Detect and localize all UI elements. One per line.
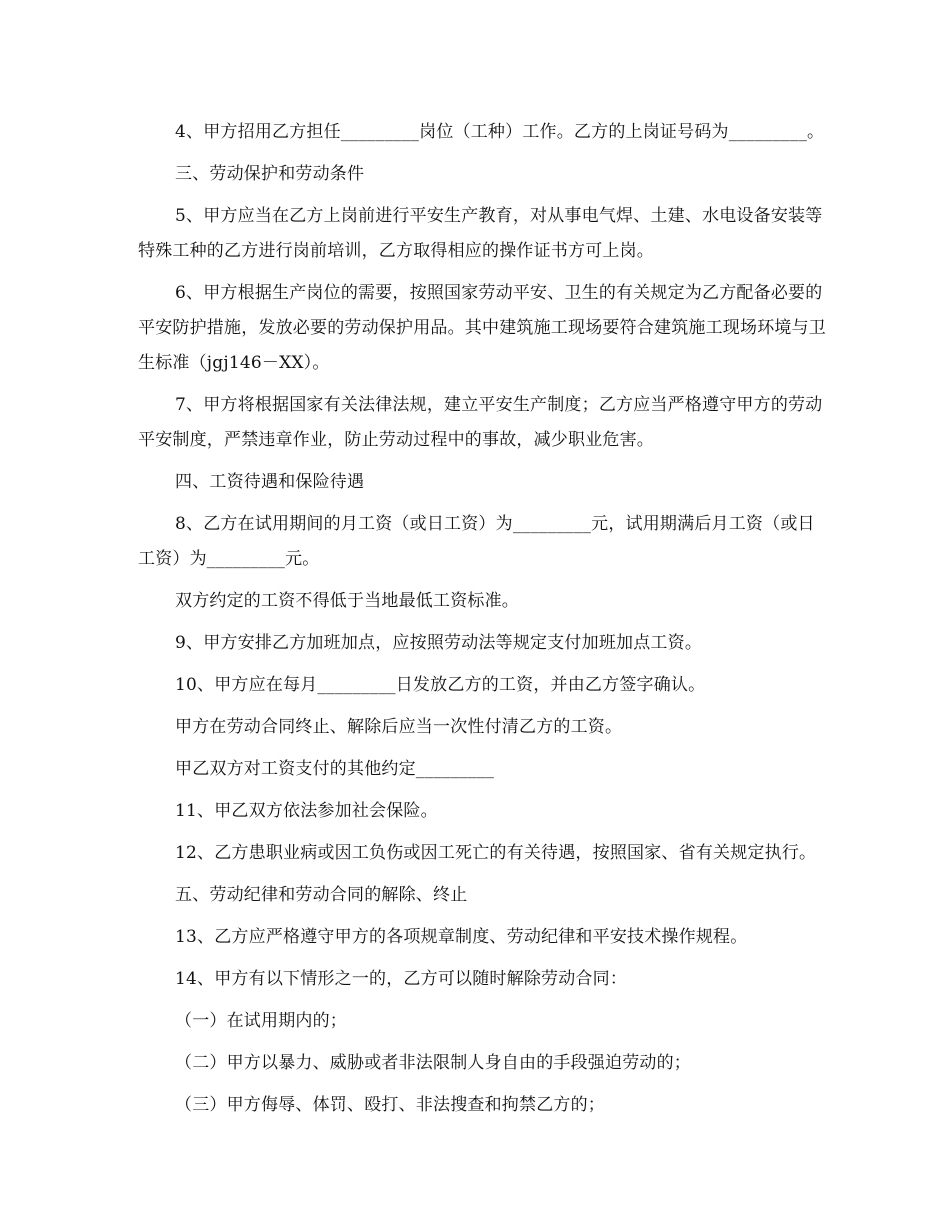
clause-4: 4、甲方招用乙方担任_________岗位（工种）工作。乙方的上岗证号码为_________。	[175, 122, 825, 142]
clause-7: 7、甲方将根据国家有关法律法规，建立平安生产制度；乙方应当严格遵守甲方的劳动平安制度，严禁违章作业，防止劳动过程中的事故，减少职业危害。	[138, 395, 823, 450]
wage-minimum-note: 双方约定的工资不得低于当地最低工资标准。	[175, 591, 519, 611]
clause-12: 12、乙方患职业病或因工负伤或因工死亡的有关待遇，按照国家、省有关规定执行。	[175, 843, 817, 863]
wage-settlement-note: 甲方在劳动合同终止、解除后应当一次性付清乙方的工资。	[175, 717, 623, 737]
section-heading-5: 五、劳动纪律和劳动合同的解除、终止	[175, 885, 468, 905]
clause-13: 13、乙方应严格遵守甲方的各项规章制度、劳动纪律和平安技术操作规程。	[175, 927, 748, 947]
section-heading-3: 三、劳动保护和劳动条件	[175, 164, 365, 184]
clause-14-item-3: （三）甲方侮辱、体罚、殴打、非法搜查和拘禁乙方的；	[175, 1095, 605, 1115]
section-heading-4: 四、工资待遇和保险待遇	[175, 472, 365, 492]
clause-5: 5、甲方应当在乙方上岗前进行平安生产教育，对从事电气焊、土建、水电设备安装等特殊工种的乙方进行岗前培训，乙方取得相应的操作证书方可上岗。	[138, 206, 823, 261]
clause-9: 9、甲方安排乙方加班加点，应按照劳动法等规定支付加班加点工资。	[175, 633, 703, 653]
clause-14: 14、甲方有以下情形之一的，乙方可以随时解除劳动合同：	[175, 969, 628, 989]
clause-11: 11、甲乙双方依法参加社会保险。	[175, 801, 438, 821]
clause-10: 10、甲方应在每月_________日发放乙方的工资，并由乙方签字确认。	[175, 675, 706, 695]
clause-8: 8、乙方在试用期间的月工资（或日工资）为_________元，试用期满后月工资（或日工资）为_________元。	[138, 514, 815, 569]
clause-14-item-2: （二）甲方以暴力、威胁或者非法限制人身自由的手段强迫劳动的；	[175, 1053, 691, 1073]
document-body	[138, 115, 828, 1130]
clause-6: 6、甲方根据生产岗位的需要，按照国家劳动平安、卫生的有关规定为乙方配备必要的平安防护措施，发放必要的劳动保护用品。其中建筑施工现场要符合建筑施工现场环境与卫生标准（jgj146－XX）。	[138, 283, 826, 373]
wage-other-agreement: 甲乙双方对工资支付的其他约定_________	[175, 759, 495, 779]
clause-14-item-1: （一）在试用期内的；	[175, 1011, 347, 1031]
